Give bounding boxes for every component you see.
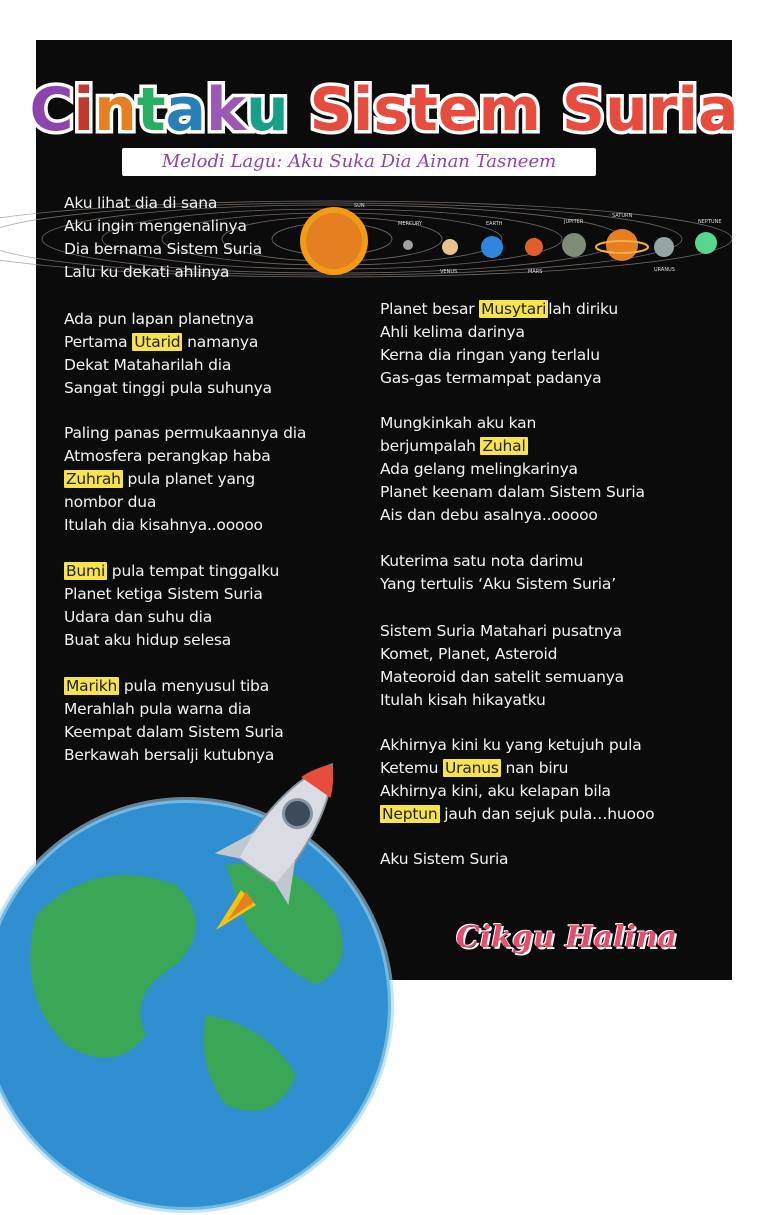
lyric-line: Komet, Planet, Asteroid bbox=[380, 645, 558, 663]
uranus-icon bbox=[654, 237, 674, 257]
title-letter: r bbox=[647, 75, 678, 145]
neptune-icon bbox=[695, 232, 717, 254]
title-letter: t bbox=[409, 75, 438, 145]
label-uranus: URANUS bbox=[654, 267, 675, 273]
title-letter: s bbox=[373, 75, 410, 145]
stanza-left-3 bbox=[64, 422, 306, 537]
title-letter: a bbox=[165, 75, 207, 145]
title-letter bbox=[541, 75, 562, 145]
lyric-line: berjumpalah Zuhal bbox=[380, 437, 526, 455]
lyric-line: Atmosfera perangkap haba bbox=[64, 447, 271, 465]
lyric-line: Gas-gas termampat padanya bbox=[380, 369, 602, 387]
poster bbox=[29, 40, 739, 980]
stanza-left-1 bbox=[64, 192, 262, 284]
lyric-line: Dia bernama Sistem Suria bbox=[64, 240, 262, 258]
lyric-line: Aku ingin mengenalinya bbox=[64, 217, 247, 235]
label-neptune: NEPTUNE bbox=[698, 219, 722, 225]
title-letter bbox=[289, 75, 310, 145]
stanza-right-4 bbox=[380, 620, 624, 712]
earth-icon bbox=[481, 236, 503, 258]
lyric-line: Itulah kisah hikayatku bbox=[380, 691, 546, 709]
stanza-left-2 bbox=[64, 308, 272, 400]
lyric-line: Lalu ku dekati ahlinya bbox=[64, 263, 230, 281]
highlighted-planet-name: Neptun bbox=[382, 805, 438, 823]
title-letter: S bbox=[309, 75, 353, 145]
lyric-line: Buat aku hidup selesa bbox=[64, 631, 232, 649]
label-earth: EARTH bbox=[486, 221, 503, 227]
lyric-line: Mungkinkah aku kan bbox=[380, 414, 537, 432]
lyric-line: Paling panas permukaannya dia bbox=[64, 424, 307, 442]
lyric-line: Ahli kelima darinya bbox=[380, 323, 525, 341]
lyric-line: Itulah dia kisahnya..ooooo bbox=[64, 516, 263, 534]
mercury-icon bbox=[403, 240, 413, 250]
stanza-left-4 bbox=[64, 560, 279, 652]
label-mars: MARS bbox=[528, 269, 543, 275]
title-letter: m bbox=[478, 75, 541, 145]
label-sun: SUN bbox=[354, 203, 365, 209]
lyric-line: Ketemu Uranus nan biru bbox=[380, 759, 569, 777]
jupiter-icon bbox=[562, 233, 586, 257]
highlighted-planet-name: Uranus bbox=[445, 759, 499, 777]
lyric-line: Udara dan suhu dia bbox=[64, 608, 213, 626]
stanza-right-2 bbox=[380, 412, 645, 527]
lyric-line: Merahlah pula warna dia bbox=[64, 700, 252, 718]
highlighted-planet-name: Utarid bbox=[134, 333, 181, 351]
lyric-line: Sangat tinggi pula suhunya bbox=[64, 379, 272, 397]
lyric-line: Mateoroid dan satelit semuanya bbox=[380, 668, 624, 686]
saturn-icon bbox=[606, 229, 638, 261]
lyric-line: Marikh pula menyusul tiba bbox=[66, 677, 269, 695]
lyric-line: Dekat Mataharilah dia bbox=[64, 356, 232, 374]
lyric-line: Yang tertulis ‘Aku Sistem Suria’ bbox=[380, 575, 616, 593]
signature: Cikgu Halina bbox=[456, 920, 678, 955]
lyric-line: Neptun jauh dan sejuk pula…huooo bbox=[382, 805, 655, 823]
title-letter: S bbox=[561, 75, 606, 145]
lyric-line: Sistem Suria Matahari pusatnya bbox=[380, 622, 622, 640]
label-saturn: SATURN bbox=[612, 213, 633, 219]
title-letter: i bbox=[352, 75, 374, 145]
lyric-line: nombor dua bbox=[64, 493, 157, 511]
title-letter: n bbox=[94, 75, 137, 145]
lyric-line: Akhirnya kini ku yang ketujuh pula bbox=[380, 736, 642, 754]
sun-core-icon bbox=[306, 213, 362, 269]
highlighted-planet-name: Musytari bbox=[481, 300, 547, 318]
lyric-line: Ada pun lapan planetnya bbox=[64, 310, 254, 328]
title-letter: k bbox=[206, 75, 246, 145]
lyric-line: Aku Sistem Suria bbox=[380, 850, 509, 868]
lyric-line: Pertama Utarid namanya bbox=[64, 333, 259, 351]
label-jupiter: JUPITER bbox=[564, 219, 584, 225]
title-letter: u bbox=[605, 75, 648, 145]
stanza-right-6 bbox=[380, 848, 508, 871]
highlighted-planet-name: Zuhal bbox=[482, 437, 526, 455]
venus-icon bbox=[442, 239, 458, 255]
title-letter: e bbox=[437, 75, 479, 145]
highlighted-planet-name: Bumi bbox=[66, 562, 106, 580]
title-letter: i bbox=[73, 75, 95, 145]
stanza-right-5 bbox=[380, 734, 654, 826]
title-letter: a bbox=[697, 75, 739, 145]
highlighted-planet-name: Marikh bbox=[66, 677, 118, 695]
highlighted-planet-name: Zuhrah bbox=[66, 470, 121, 488]
lyric-line: Planet besar Musytari lah diriku bbox=[380, 300, 618, 318]
lyric-line: Aku lihat dia di sana bbox=[64, 194, 218, 212]
lyric-line: Akhirnya kini, aku kelapan bila bbox=[380, 782, 611, 800]
subtitle-text: Melodi Lagu: Aku Suka Dia Ainan Tasneem bbox=[161, 151, 557, 172]
stanza-right-1 bbox=[380, 298, 618, 390]
lyric-line: Zuhrah pula planet yang bbox=[66, 470, 256, 488]
lyric-line: Bumi pula tempat tinggalku bbox=[66, 562, 280, 580]
rocket-illustration bbox=[186, 740, 366, 940]
stanza-right-3 bbox=[380, 550, 616, 596]
poster-title bbox=[29, 48, 739, 158]
lyric-line: Ais dan debu asalnya..ooooo bbox=[380, 506, 598, 524]
title-letter: u bbox=[245, 75, 289, 145]
subtitle-banner bbox=[122, 148, 596, 176]
label-mercury: MERCURY bbox=[398, 221, 423, 227]
title-letter: i bbox=[677, 75, 698, 145]
title-letter: t bbox=[136, 75, 166, 145]
lyric-line: Kuterima satu nota darimu bbox=[380, 552, 584, 570]
solar-system-illustration bbox=[302, 195, 732, 285]
label-venus: VENUS bbox=[440, 269, 458, 275]
lyric-line: Keempat dalam Sistem Suria bbox=[64, 723, 284, 741]
lyric-line: Ada gelang melingkarinya bbox=[380, 460, 578, 478]
lyric-line: Planet ketiga Sistem Suria bbox=[64, 585, 263, 603]
title-letter: C bbox=[29, 75, 74, 145]
lyric-line: Planet keenam dalam Sistem Suria bbox=[380, 483, 645, 501]
title-text bbox=[30, 75, 739, 145]
mars-icon bbox=[525, 238, 543, 256]
lyric-line: Berkawah bersalji kutubnya bbox=[64, 746, 275, 764]
lyric-line: Kerna dia ringan yang terlalu bbox=[380, 346, 600, 364]
